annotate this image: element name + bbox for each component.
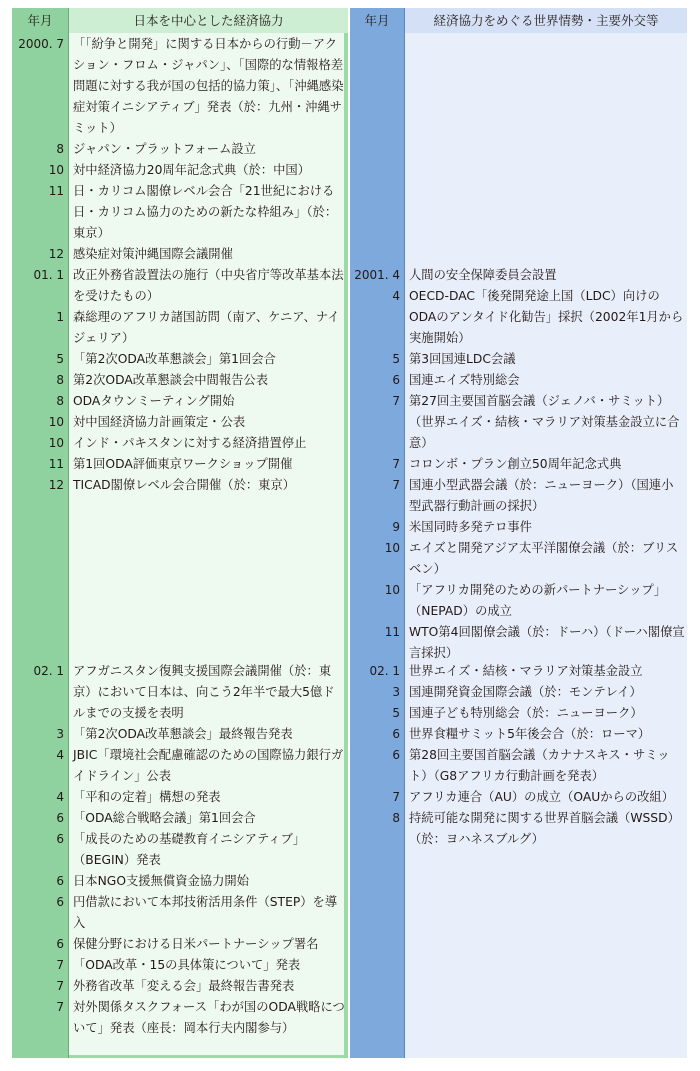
left-entry-text: ODAタウンミーティング開始 bbox=[73, 394, 235, 408]
left-date-header: 年月 bbox=[12, 8, 69, 33]
right-entry-date: 5 bbox=[392, 352, 400, 366]
right-title-header: 経済協力をめぐる世界情勢・主要外交等 bbox=[405, 8, 687, 33]
left-entry-date: 7 bbox=[56, 1000, 64, 1014]
right-entry-text: エイズと開発アジア太平洋閣僚会議（於：ブリスベン） bbox=[409, 541, 679, 576]
right-entry-date: 7 bbox=[392, 790, 400, 804]
right-entry-text: 国連エイズ特別総会 bbox=[409, 373, 520, 387]
left-entry-date: 8 bbox=[56, 142, 64, 156]
left-entry-text: 保健分野における日米パートナーシップ署名 bbox=[73, 937, 319, 951]
left-entry-date: 5 bbox=[56, 352, 64, 366]
left-entry-text: 感染症対策沖縄国際会議開催 bbox=[73, 247, 233, 261]
left-entry-text: インド・パキスタンに対する経済措置停止 bbox=[73, 436, 307, 450]
left-entry-date: 02. 1 bbox=[33, 664, 64, 678]
left-entry-text: 「「紛争と開発」に関する日本からの行動－アクション・フロム・ジャパン」、「国際的な情報格差問題に対する我が国の包括的協力策」、「沖縄感染症対策イニシアティブ」発表（於：九州・沖縄サミット） bbox=[73, 37, 344, 135]
left-entry-date: 8 bbox=[56, 394, 64, 408]
left-title-header: 日本を中心とした経済協力 bbox=[69, 8, 348, 33]
left-entry-date: 6 bbox=[56, 874, 64, 888]
right-entry-text: 国連小型武器会議（於：ニューヨーク）（国連小型武器行動計画の採択） bbox=[409, 478, 674, 513]
left-entry-text: 対外関係タスクフォース「わが国のODA戦略について」発表（座長：岡本行夫内閣参与） bbox=[73, 1000, 345, 1035]
right-entry-text: 世界食糧サミット5年後会合（於：ローマ） bbox=[409, 727, 651, 741]
left-entry-date: 4 bbox=[56, 748, 64, 762]
left-entry-date: 6 bbox=[56, 895, 64, 909]
left-entry-text: TICAD閣僚レベル会合開催（於：東京） bbox=[73, 478, 296, 492]
right-entry-date: 10 bbox=[384, 583, 400, 597]
left-entry-date: 6 bbox=[56, 937, 64, 951]
left-entry-date: 10 bbox=[48, 436, 64, 450]
left-entry-text: 外務省改革「変える会」最終報告書発表 bbox=[73, 979, 295, 993]
right-entry-text: 国連開発資金国際会議（於：モンテレイ） bbox=[409, 685, 642, 699]
left-entry-text: 「ODA改革・15の具体策について」発表 bbox=[73, 958, 301, 972]
right-entry-text: 人間の安全保障委員会設置 bbox=[409, 268, 557, 282]
right-entry-date: 6 bbox=[392, 727, 400, 741]
left-entry-date: 01. 1 bbox=[33, 268, 64, 282]
right-entry-text: 第28回主要国首脳会議（カナナスキス・サミット）（G8アフリカ行動計画を発表） bbox=[409, 748, 670, 783]
right-entry-date: 3 bbox=[392, 685, 400, 699]
right-entry-date: 11 bbox=[384, 625, 400, 639]
left-entry-date: 7 bbox=[56, 979, 64, 993]
right-entry-text: WTO第4回閣僚会議（於：ドーハ）（ドーハ閣僚宣言採択） bbox=[409, 625, 685, 660]
left-entry-date: 12 bbox=[48, 478, 64, 492]
left-entry-text: 「第2次ODA改革懇談会」第1回会合 bbox=[73, 352, 276, 366]
left-entry-text: 対中経済協力20周年記念式典（於：中国） bbox=[73, 163, 310, 177]
right-entry-text: 「アフリカ開発のための新パートナーシップ」（NEPAD）の成立 bbox=[409, 583, 667, 618]
right-date-header: 年月 bbox=[350, 8, 405, 33]
right-entry-text: 米国同時多発テロ事件 bbox=[409, 520, 532, 534]
right-entry-text: 国連子ども特別総会（於：ニューヨーク） bbox=[409, 706, 643, 720]
right-entry-date: 02. 1 bbox=[369, 664, 400, 678]
left-entry-date: 11 bbox=[48, 184, 64, 198]
right-entry-text: 持続可能な開発に関する世界首脳会議（WSSD）（於：ヨハネスブルグ） bbox=[409, 811, 680, 846]
right-entry-text: アフリカ連合（AU）の成立（OAUからの改組） bbox=[409, 790, 675, 804]
left-entry-text: 「成長のための基礎教育イニシアティブ」（BEGIN）発表 bbox=[73, 832, 306, 867]
left-entry-date: 10 bbox=[48, 163, 64, 177]
left-entry-text: JBIC「環境社会配慮確認のための国際協力銀行ガイドライン」公表 bbox=[73, 748, 344, 783]
left-entry-date: 10 bbox=[48, 415, 64, 429]
right-entry-date: 2001. 4 bbox=[354, 268, 400, 282]
left-entry-date: 12 bbox=[48, 247, 64, 261]
right-entry-date: 9 bbox=[392, 520, 400, 534]
right-entry-date: 7 bbox=[392, 478, 400, 492]
right-entry-date: 6 bbox=[392, 748, 400, 762]
left-entry-text: 日本NGO支援無償資金協力開始 bbox=[73, 874, 249, 888]
left-entry-date: 1 bbox=[56, 310, 64, 324]
left-entry-text: 日・カリコム閣僚レベル会合「21世紀における日・カリコム協力のための新たな枠組み」（於：東京） bbox=[73, 184, 338, 240]
left-entry-date: 6 bbox=[56, 811, 64, 825]
left-entry-text: 森総理のアフリカ諸国訪問（南ア、ケニア、ナイジェリア） bbox=[73, 310, 340, 345]
right-entry-date: 7 bbox=[392, 394, 400, 408]
left-entry-date: 11 bbox=[48, 457, 64, 471]
right-entry-date: 6 bbox=[392, 373, 400, 387]
left-entry-text: 改正外務省設置法の施行（中央省庁等改革基本法を受けたもの） bbox=[73, 268, 344, 303]
right-entry-text: 第3回国連LDC会議 bbox=[409, 352, 516, 366]
right-entry-text: コロンボ・プラン創立50周年記念式典 bbox=[409, 457, 622, 471]
right-entry-text: 世界エイズ・結核・マラリア対策基金設立 bbox=[409, 664, 643, 678]
left-entry-date: 2000. 7 bbox=[18, 37, 64, 51]
left-entry-text: 円借款において本邦技術活用条件（STEP）を導入 bbox=[73, 895, 338, 930]
right-entry-date: 5 bbox=[392, 706, 400, 720]
right-entry-date: 10 bbox=[384, 541, 400, 555]
left-entry-date: 3 bbox=[56, 727, 64, 741]
left-entry-date: 4 bbox=[56, 790, 64, 804]
right-entry-date: 7 bbox=[392, 457, 400, 471]
right-entry-text: OECD-DAC「後発開発途上国（LDC）向けのODAのアンタイド化勧告」採択（2002年1月から実施開始） bbox=[409, 289, 684, 345]
left-entry-text: 「平和の定着」構想の発表 bbox=[73, 790, 221, 804]
left-entry-text: 「第2次ODA改革懇談会」最終報告発表 bbox=[73, 727, 293, 741]
left-entry-text: 「ODA総合戦略会議」第1回会合 bbox=[73, 811, 256, 825]
left-entry-text: 第1回ODA評価東京ワークショップ開催 bbox=[73, 457, 293, 471]
left-entry-text: 第2次ODA改革懇談会中間報告公表 bbox=[73, 373, 269, 387]
right-entry-date: 4 bbox=[392, 289, 400, 303]
left-entry-text: アフガニスタン復興支援国際会議開催（於：東京）において日本は、向こう2年半で最大5億ドルまでの支援を表明 bbox=[73, 664, 335, 720]
left-entry-date: 8 bbox=[56, 373, 64, 387]
left-entry-date: 6 bbox=[56, 832, 64, 846]
right-entry-date: 8 bbox=[392, 811, 400, 825]
left-entry-text: 対中国経済協力計画策定・公表 bbox=[73, 415, 246, 429]
left-entry-text: ジャパン・プラットフォーム設立 bbox=[73, 142, 256, 156]
right-entry-text: 第27回主要国首脳会議（ジェノバ・サミット）（世界エイズ・結核・マラリア対策基金設立に合意） bbox=[409, 394, 680, 450]
left-entry-date: 7 bbox=[56, 958, 64, 972]
